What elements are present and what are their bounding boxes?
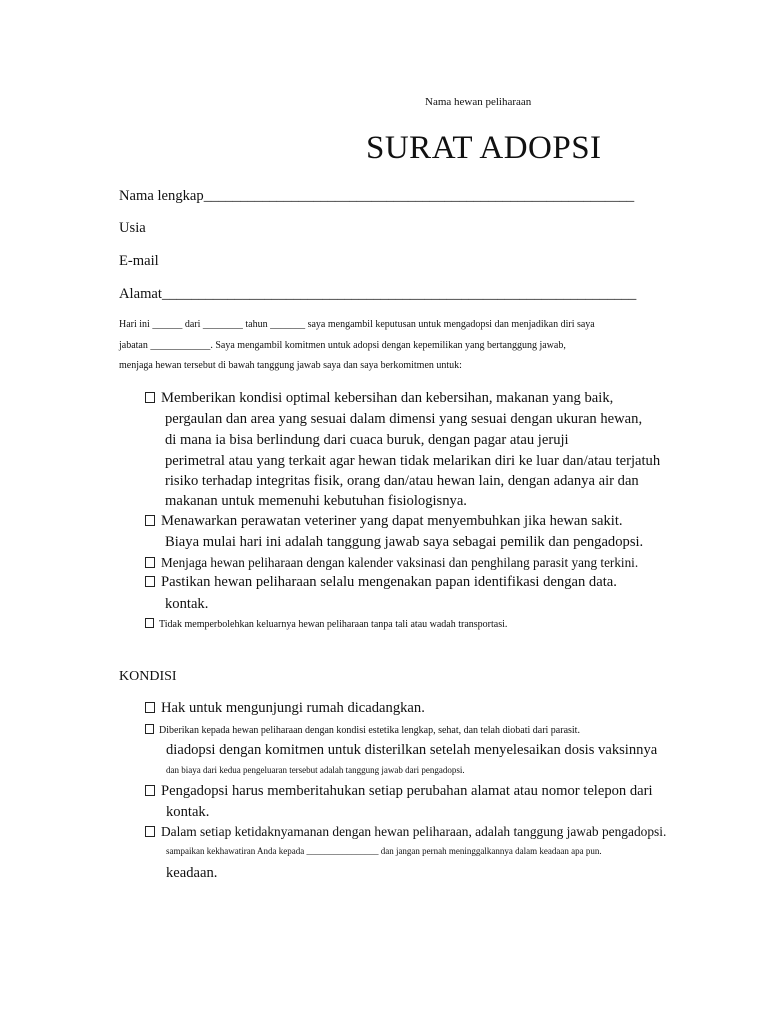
commitment-item bbox=[145, 513, 623, 530]
commitment-text: Menjaga hewan peliharaan dengan kalender vaksinasi dan penghilang parasit yang terkini. bbox=[161, 555, 639, 570]
full-name-field[interactable]: Nama lengkap___________________________________________________________ bbox=[119, 188, 635, 204]
commitment-text: Memberikan kondisi optimal kebersihan dan kebersihan, makanan yang baik, bbox=[161, 390, 614, 406]
condition-text: keadaan. bbox=[166, 865, 218, 881]
commitment-text: Tidak memperbolehkan keluarnya hewan peliharaan tanpa tali atau wadah transportasi. bbox=[159, 619, 508, 630]
page-title: SURAT ADOPSI bbox=[366, 130, 602, 166]
checkbox-icon[interactable] bbox=[145, 618, 154, 628]
checkbox-icon[interactable] bbox=[145, 785, 155, 796]
checkbox-icon[interactable] bbox=[145, 576, 155, 587]
commitment-text: kontak. bbox=[165, 596, 209, 612]
commitment-item bbox=[145, 555, 638, 571]
condition-item bbox=[145, 783, 653, 800]
checkbox-icon[interactable] bbox=[145, 392, 155, 403]
address-field[interactable]: Alamat_________________________________________________________________ bbox=[119, 286, 637, 302]
intro-line: menjaga hewan tersebut di bawah tanggung jawab saya dan saya berkomitmen untuk: bbox=[119, 360, 462, 371]
commitment-text: di mana ia bisa berlindung dari cuaca buruk, dengan pagar atau jeruji bbox=[165, 432, 569, 448]
email-field[interactable]: E-mail bbox=[119, 253, 159, 269]
intro-line: Hari ini ______ dari ________ tahun _______ saya mengambil keputusan untuk mengadopsi dan menjadikan diri saya bbox=[119, 319, 595, 330]
commitment-item bbox=[145, 390, 613, 407]
age-field[interactable]: Usia bbox=[119, 220, 146, 236]
checkbox-icon[interactable] bbox=[145, 702, 155, 713]
condition-item bbox=[145, 700, 425, 717]
condition-item bbox=[145, 824, 666, 840]
commitment-text: pergaulan dan area yang sesuai dalam dimensi yang sesuai dengan ukuran hewan, bbox=[165, 411, 643, 427]
condition-text: dan biaya dari kedua pengeluaran tersebut adalah tanggung jawab dari pengadopsi. bbox=[166, 765, 465, 775]
condition-text: Hak untuk mengunjungi rumah dicadangkan. bbox=[161, 700, 425, 716]
commitment-item bbox=[145, 574, 617, 591]
condition-text: sampaikan kekhawatiran Anda kepada ________________ dan jangan pernah meninggalkannya dalam keadaan apa pun. bbox=[166, 846, 602, 856]
checkbox-icon[interactable] bbox=[145, 515, 155, 526]
commitment-item bbox=[145, 618, 507, 630]
commitment-text: Biaya mulai hari ini adalah tanggung jawab saya sebagai pemilik dan pengadopsi. bbox=[165, 534, 644, 550]
condition-text: Diberikan kepada hewan peliharaan dengan kondisi estetika lengkap, sehat, dan telah diobati dari parasit. bbox=[159, 725, 580, 736]
commitment-text: perimetral atau yang terkait agar hewan tidak melarikan diri ke luar dan/atau terjatuh bbox=[165, 453, 661, 469]
condition-text: Pengadopsi harus memberitahukan setiap perubahan alamat atau nomor telepon dari bbox=[161, 783, 653, 799]
checkbox-icon[interactable] bbox=[145, 557, 155, 568]
condition-item bbox=[145, 724, 580, 736]
condition-text: Dalam setiap ketidaknyamanan dengan hewan peliharaan, adalah tanggung jawab pengadopsi. bbox=[161, 824, 667, 839]
checkbox-icon[interactable] bbox=[145, 826, 155, 837]
condition-text: kontak. bbox=[166, 804, 210, 820]
commitment-text: Pastikan hewan peliharaan selalu mengenakan papan identifikasi dengan data. bbox=[161, 574, 617, 590]
intro-line: jabatan ____________. Saya mengambil komitmen untuk adopsi dengan kepemilikan yang bertanggung jawab, bbox=[119, 340, 566, 351]
commitment-text: Menawarkan perawatan veteriner yang dapat menyembuhkan jika hewan sakit. bbox=[161, 513, 623, 529]
commitment-text: makanan untuk memenuhi kebutuhan fisiologisnya. bbox=[165, 493, 467, 509]
checkbox-icon[interactable] bbox=[145, 724, 154, 734]
pet-name-label: Nama hewan peliharaan bbox=[425, 96, 532, 108]
commitment-text: risiko terhadap integritas fisik, orang dan/atau hewan lain, dengan adanya air dan bbox=[165, 473, 639, 489]
conditions-heading: KONDISI bbox=[119, 669, 177, 684]
condition-text: diadopsi dengan komitmen untuk disterilkan setelah menyelesaikan dosis vaksinnya bbox=[166, 742, 658, 758]
